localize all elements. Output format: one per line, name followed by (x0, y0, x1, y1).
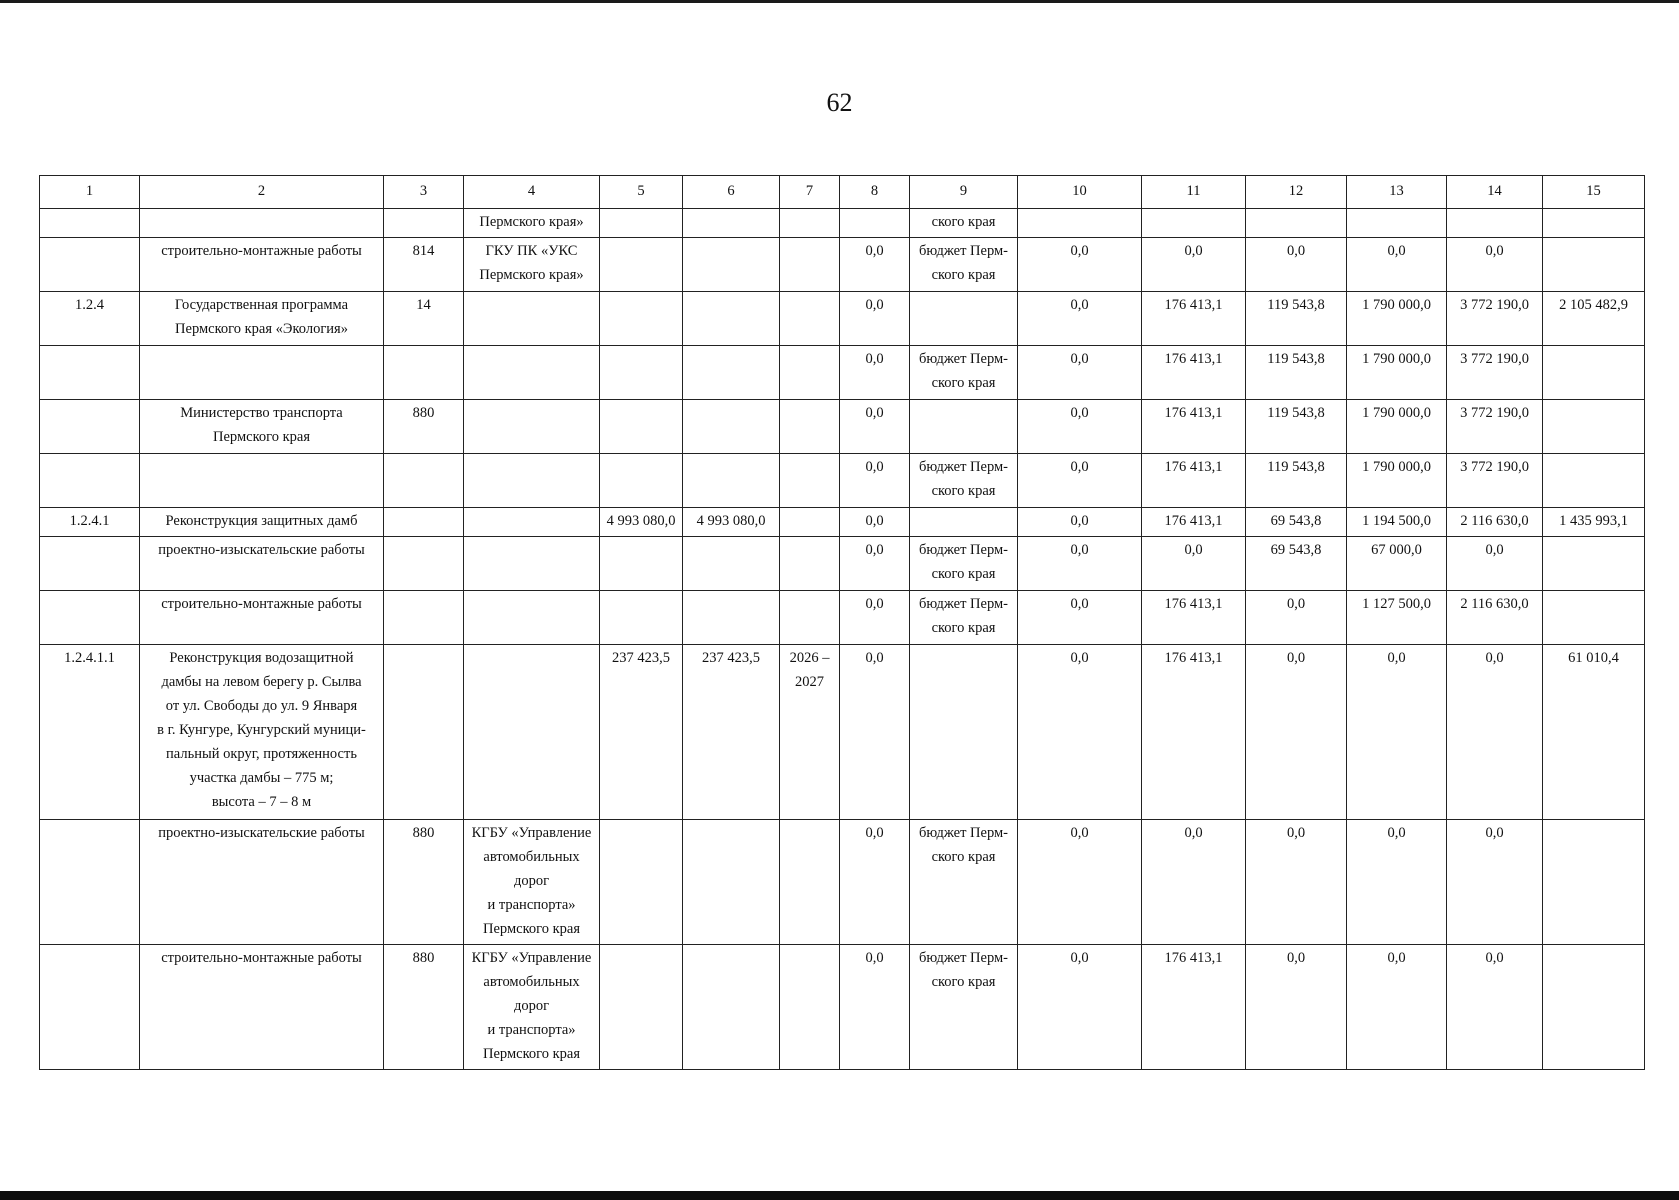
table-cell-col-3 (384, 508, 464, 537)
table-cell-col-10: 0,0 (1018, 238, 1142, 292)
table-cell-col-5: 237 423,5 (600, 645, 683, 820)
table-cell-col-5 (600, 346, 683, 400)
table-cell-col-1 (40, 346, 140, 400)
column-number-6: 6 (683, 176, 780, 209)
table-cell-col-4 (464, 292, 600, 346)
table-cell-col-10: 0,0 (1018, 645, 1142, 820)
table-row (40, 292, 1645, 346)
table-cell-col-1 (40, 454, 140, 508)
table-cell-col-4 (464, 645, 600, 820)
column-number-9: 9 (910, 176, 1018, 209)
column-number-12: 12 (1246, 176, 1347, 209)
table-cell-col-15 (1543, 238, 1645, 292)
column-number-8: 8 (840, 176, 910, 209)
table-cell-col-4 (464, 508, 600, 537)
table-cell-col-13: 0,0 (1347, 945, 1447, 1070)
table-cell-col-15 (1543, 346, 1645, 400)
table-cell-col-9: ского края (910, 209, 1018, 238)
table-cell-col-7 (780, 454, 840, 508)
table-cell-col-8: 0,0 (840, 945, 910, 1070)
table-cell-col-11: 176 413,1 (1142, 400, 1246, 454)
table-cell-col-2 (140, 209, 384, 238)
table-cell-col-4 (464, 400, 600, 454)
table-cell-col-9: бюджет Перм- ского края (910, 346, 1018, 400)
table-cell-col-14: 0,0 (1447, 645, 1543, 820)
column-number-10: 10 (1018, 176, 1142, 209)
table-cell-col-14: 3 772 190,0 (1447, 454, 1543, 508)
table-cell-col-4 (464, 454, 600, 508)
table-cell-col-3 (384, 645, 464, 820)
table-cell-col-8 (840, 209, 910, 238)
table-cell-col-7 (780, 591, 840, 645)
table-cell-col-5 (600, 945, 683, 1070)
column-number-3: 3 (384, 176, 464, 209)
table-cell-col-13: 0,0 (1347, 820, 1447, 945)
table-cell-col-5 (600, 454, 683, 508)
table-cell-col-8: 0,0 (840, 820, 910, 945)
column-number-14: 14 (1447, 176, 1543, 209)
table-cell-col-12: 119 543,8 (1246, 454, 1347, 508)
table-cell-col-2: проектно-изыскательские работы (140, 820, 384, 945)
table-cell-col-9: бюджет Перм- ского края (910, 238, 1018, 292)
table-cell-col-2: Государственная программа Пермского края «Экология» (140, 292, 384, 346)
table-cell-col-2 (140, 454, 384, 508)
table-cell-col-8: 0,0 (840, 346, 910, 400)
table-cell-col-6 (683, 209, 780, 238)
table-cell-col-10 (1018, 209, 1142, 238)
table-cell-col-6 (683, 346, 780, 400)
table-cell-col-3 (384, 209, 464, 238)
table-cell-col-3 (384, 537, 464, 591)
budget-table (39, 175, 1645, 1070)
table-cell-col-6 (683, 820, 780, 945)
table-cell-col-12: 0,0 (1246, 945, 1347, 1070)
table-row (40, 346, 1645, 400)
table-cell-col-8: 0,0 (840, 645, 910, 820)
table-cell-col-6 (683, 238, 780, 292)
table-cell-col-6 (683, 400, 780, 454)
header-row (40, 176, 1645, 209)
table-cell-col-1 (40, 591, 140, 645)
table-cell-col-7 (780, 945, 840, 1070)
scan-bottom-edge (0, 1191, 1679, 1200)
table-cell-col-5 (600, 209, 683, 238)
table-cell-col-15 (1543, 537, 1645, 591)
table-cell-col-13: 0,0 (1347, 238, 1447, 292)
table-cell-col-7 (780, 238, 840, 292)
table-cell-col-7 (780, 537, 840, 591)
table-cell-col-13: 1 790 000,0 (1347, 454, 1447, 508)
column-number-5: 5 (600, 176, 683, 209)
table-cell-col-14: 0,0 (1447, 238, 1543, 292)
table-cell-col-10: 0,0 (1018, 945, 1142, 1070)
table-cell-col-1 (40, 400, 140, 454)
table-cell-col-3: 14 (384, 292, 464, 346)
table-cell-col-11: 0,0 (1142, 820, 1246, 945)
table-cell-col-5 (600, 820, 683, 945)
table-cell-col-1 (40, 238, 140, 292)
table-cell-col-13: 67 000,0 (1347, 537, 1447, 591)
table-cell-col-2: строительно-монтажные работы (140, 945, 384, 1070)
table-cell-col-11: 176 413,1 (1142, 945, 1246, 1070)
table-cell-col-10: 0,0 (1018, 537, 1142, 591)
table-cell-col-14: 3 772 190,0 (1447, 292, 1543, 346)
table-cell-col-13: 1 790 000,0 (1347, 346, 1447, 400)
table-cell-col-2: строительно-монтажные работы (140, 238, 384, 292)
table-cell-col-10: 0,0 (1018, 591, 1142, 645)
table-cell-col-8: 0,0 (840, 292, 910, 346)
table-cell-col-15 (1543, 820, 1645, 945)
scan-top-edge (0, 0, 1679, 3)
table-cell-col-15: 1 435 993,1 (1543, 508, 1645, 537)
column-number-15: 15 (1543, 176, 1645, 209)
table-cell-col-4: КГБУ «Управление автомобильных дорог и транспорта» Пермского края (464, 945, 600, 1070)
table-cell-col-13: 1 194 500,0 (1347, 508, 1447, 537)
table-cell-col-8: 0,0 (840, 238, 910, 292)
table-cell-col-11: 176 413,1 (1142, 645, 1246, 820)
column-number-13: 13 (1347, 176, 1447, 209)
table-cell-col-3 (384, 454, 464, 508)
table-cell-col-11: 176 413,1 (1142, 454, 1246, 508)
table-cell-col-8: 0,0 (840, 508, 910, 537)
table-cell-col-11: 176 413,1 (1142, 591, 1246, 645)
table-cell-col-7 (780, 209, 840, 238)
table-cell-col-14: 2 116 630,0 (1447, 508, 1543, 537)
column-number-7: 7 (780, 176, 840, 209)
table-cell-col-12: 119 543,8 (1246, 292, 1347, 346)
table-cell-col-4 (464, 346, 600, 400)
table-cell-col-14 (1447, 209, 1543, 238)
table-cell-col-7 (780, 292, 840, 346)
table-cell-col-1 (40, 537, 140, 591)
table-cell-col-2: строительно-монтажные работы (140, 591, 384, 645)
table-cell-col-9: бюджет Перм- ского края (910, 820, 1018, 945)
column-number-4: 4 (464, 176, 600, 209)
table-cell-col-15 (1543, 400, 1645, 454)
table-cell-col-1: 1.2.4.1 (40, 508, 140, 537)
table-cell-col-9: бюджет Перм- ского края (910, 591, 1018, 645)
table-cell-col-3: 880 (384, 820, 464, 945)
table-cell-col-7 (780, 508, 840, 537)
table-cell-col-4: Пермского края» (464, 209, 600, 238)
table-cell-col-6 (683, 591, 780, 645)
table-cell-col-4: ГКУ ПК «УКС Пермского края» (464, 238, 600, 292)
table-cell-col-7: 2026 – 2027 (780, 645, 840, 820)
table-cell-col-7 (780, 820, 840, 945)
table-cell-col-11: 176 413,1 (1142, 508, 1246, 537)
table-cell-col-14: 0,0 (1447, 945, 1543, 1070)
table-cell-col-13: 1 127 500,0 (1347, 591, 1447, 645)
table-row (40, 945, 1645, 1070)
table-cell-col-8: 0,0 (840, 591, 910, 645)
table-cell-col-9 (910, 400, 1018, 454)
table-cell-col-13: 1 790 000,0 (1347, 292, 1447, 346)
table-cell-col-15 (1543, 454, 1645, 508)
table-cell-col-9: бюджет Перм- ского края (910, 945, 1018, 1070)
table-cell-col-12: 0,0 (1246, 591, 1347, 645)
table-cell-col-12: 69 543,8 (1246, 537, 1347, 591)
table-cell-col-15 (1543, 591, 1645, 645)
table-row (40, 537, 1645, 591)
table-cell-col-9: бюджет Перм- ского края (910, 454, 1018, 508)
table-cell-col-3 (384, 346, 464, 400)
table-cell-col-14: 0,0 (1447, 537, 1543, 591)
table-row (40, 508, 1645, 537)
table-cell-col-6: 4 993 080,0 (683, 508, 780, 537)
table-cell-col-9 (910, 645, 1018, 820)
table-cell-col-15: 61 010,4 (1543, 645, 1645, 820)
table-cell-col-1 (40, 820, 140, 945)
table-cell-col-13: 0,0 (1347, 645, 1447, 820)
table-cell-col-9 (910, 292, 1018, 346)
table-cell-col-3: 880 (384, 400, 464, 454)
table-cell-col-15 (1543, 209, 1645, 238)
table-cell-col-13: 1 790 000,0 (1347, 400, 1447, 454)
table-cell-col-2: Реконструкция защитных дамб (140, 508, 384, 537)
table-row (40, 400, 1645, 454)
table-cell-col-2 (140, 346, 384, 400)
table-cell-col-9: бюджет Перм- ского края (910, 537, 1018, 591)
table-cell-col-5 (600, 591, 683, 645)
table-cell-col-5 (600, 292, 683, 346)
table-cell-col-1: 1.2.4 (40, 292, 140, 346)
table-cell-col-10: 0,0 (1018, 454, 1142, 508)
table-row (40, 820, 1645, 945)
table-cell-col-10: 0,0 (1018, 292, 1142, 346)
table-cell-col-6 (683, 454, 780, 508)
table-cell-col-12: 69 543,8 (1246, 508, 1347, 537)
table-row (40, 645, 1645, 820)
table-cell-col-10: 0,0 (1018, 820, 1142, 945)
table-cell-col-4: КГБУ «Управление автомобильных дорог и транспорта» Пермского края (464, 820, 600, 945)
table-cell-col-3: 814 (384, 238, 464, 292)
table-row (40, 454, 1645, 508)
table-cell-col-11 (1142, 209, 1246, 238)
table-row (40, 209, 1645, 238)
table-cell-col-6 (683, 537, 780, 591)
table-cell-col-10: 0,0 (1018, 346, 1142, 400)
table-cell-col-5 (600, 238, 683, 292)
table-cell-col-12: 119 543,8 (1246, 346, 1347, 400)
table-cell-col-4 (464, 537, 600, 591)
table-cell-col-3 (384, 591, 464, 645)
table-cell-col-11: 176 413,1 (1142, 292, 1246, 346)
table-cell-col-12: 0,0 (1246, 238, 1347, 292)
table-cell-col-11: 0,0 (1142, 537, 1246, 591)
table-cell-col-5 (600, 537, 683, 591)
table-cell-col-1: 1.2.4.1.1 (40, 645, 140, 820)
table-cell-col-2: проектно-изыскательские работы (140, 537, 384, 591)
column-number-2: 2 (140, 176, 384, 209)
table-row (40, 238, 1645, 292)
table-row (40, 591, 1645, 645)
table-cell-col-14: 2 116 630,0 (1447, 591, 1543, 645)
table-cell-col-6 (683, 945, 780, 1070)
table-cell-col-14: 0,0 (1447, 820, 1543, 945)
table-cell-col-8: 0,0 (840, 537, 910, 591)
table-cell-col-1 (40, 209, 140, 238)
table-cell-col-6: 237 423,5 (683, 645, 780, 820)
table-cell-col-11: 0,0 (1142, 238, 1246, 292)
column-number-1: 1 (40, 176, 140, 209)
table-cell-col-10: 0,0 (1018, 400, 1142, 454)
table-cell-col-12: 0,0 (1246, 645, 1347, 820)
table-cell-col-15 (1543, 945, 1645, 1070)
table-cell-col-9 (910, 508, 1018, 537)
table-cell-col-5 (600, 400, 683, 454)
column-number-11: 11 (1142, 176, 1246, 209)
table-cell-col-10: 0,0 (1018, 508, 1142, 537)
table-cell-col-7 (780, 346, 840, 400)
table-cell-col-11: 176 413,1 (1142, 346, 1246, 400)
table-cell-col-2: Реконструкция водозащитной дамбы на левом берегу р. Сылва от ул. Свободы до ул. 9 Января в г. Кунгуре, Кунгурский муници- пальный округ, протяженность участка дамбы – 775 м; высота – 7 – 8 м (140, 645, 384, 820)
table-cell-col-3: 880 (384, 945, 464, 1070)
table-cell-col-15: 2 105 482,9 (1543, 292, 1645, 346)
table-cell-col-2: Министерство транспорта Пермского края (140, 400, 384, 454)
table-cell-col-14: 3 772 190,0 (1447, 346, 1543, 400)
table-cell-col-8: 0,0 (840, 400, 910, 454)
page-number: 62 (826, 88, 853, 117)
table-cell-col-8: 0,0 (840, 454, 910, 508)
table-cell-col-5: 4 993 080,0 (600, 508, 683, 537)
table-cell-col-1 (40, 945, 140, 1070)
table-cell-col-12: 0,0 (1246, 820, 1347, 945)
table-cell-col-13 (1347, 209, 1447, 238)
table-cell-col-7 (780, 400, 840, 454)
table-cell-col-14: 3 772 190,0 (1447, 400, 1543, 454)
table-cell-col-12: 119 543,8 (1246, 400, 1347, 454)
table-cell-col-4 (464, 591, 600, 645)
table-cell-col-12 (1246, 209, 1347, 238)
table-cell-col-6 (683, 292, 780, 346)
